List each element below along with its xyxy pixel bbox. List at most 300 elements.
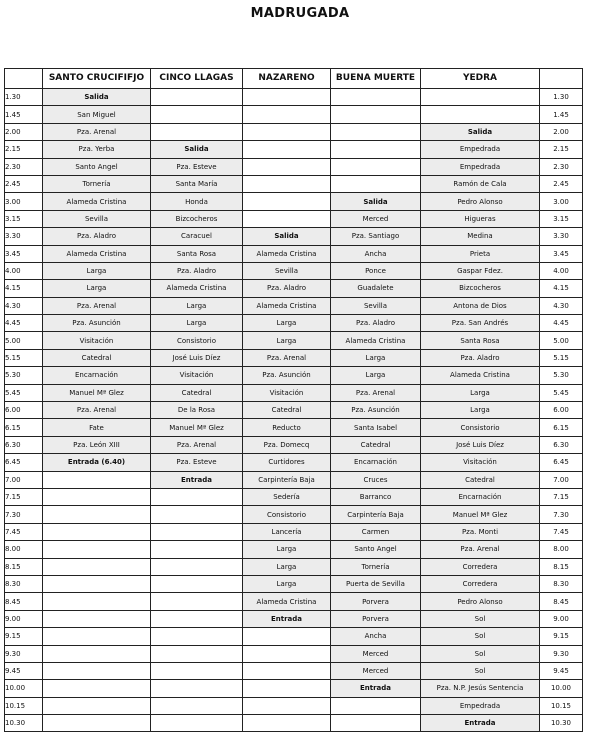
cell-nazareno: Alameda Cristina: [243, 297, 331, 314]
table-row: [5, 419, 583, 436]
time-cell-left: 5.30: [5, 367, 43, 384]
cell-buena-muerte: Entrada: [331, 680, 421, 697]
cell-santo-crucifijo: [43, 715, 151, 732]
cell-santo-crucifijo: Fate: [43, 419, 151, 436]
time-cell-right: 10.00: [540, 680, 583, 697]
cell-santo-crucifijo: Salida: [43, 89, 151, 106]
time-cell-left: 7.45: [5, 523, 43, 540]
cell-buena-muerte: Merced: [331, 662, 421, 679]
cell-buena-muerte: Porvera: [331, 593, 421, 610]
time-cell-right: 6.45: [540, 454, 583, 471]
cell-santo-crucifijo: Pza. Yerba: [43, 141, 151, 158]
cell-yedra: Visitación: [421, 454, 540, 471]
cell-cinco-llagas: [151, 506, 243, 523]
page-title: MADRUGADA: [250, 6, 350, 21]
cell-yedra: Prieta: [421, 245, 540, 262]
cell-cinco-llagas: Santa Rosa: [151, 245, 243, 262]
table-row: [5, 558, 583, 575]
cell-cinco-llagas: Catedral: [151, 384, 243, 401]
table-row: [5, 193, 583, 210]
time-cell-right: 5.45: [540, 384, 583, 401]
cell-yedra: Consistorio: [421, 419, 540, 436]
cell-santo-crucifijo: Alameda Cristina: [43, 193, 151, 210]
cell-santo-crucifijo: [43, 575, 151, 592]
table-row: [5, 210, 583, 227]
cell-buena-muerte: [331, 697, 421, 714]
cell-cinco-llagas: [151, 628, 243, 645]
cell-buena-muerte: Carpintería Baja: [331, 506, 421, 523]
cell-cinco-llagas: [151, 662, 243, 679]
cell-yedra: Alameda Cristina: [421, 367, 540, 384]
cell-nazareno: [243, 158, 331, 175]
cell-buena-muerte: Barranco: [331, 488, 421, 505]
cell-buena-muerte: [331, 89, 421, 106]
time-cell-right: 10.15: [540, 697, 583, 714]
time-cell-right: 3.00: [540, 193, 583, 210]
cell-nazareno: Sedería: [243, 488, 331, 505]
cell-buena-muerte: Larga: [331, 349, 421, 366]
cell-santo-crucifijo: Larga: [43, 280, 151, 297]
table-row: [5, 715, 583, 732]
time-cell-left: 7.00: [5, 471, 43, 488]
table-row: [5, 436, 583, 453]
cell-yedra: Pza. San Andrés: [421, 315, 540, 332]
time-cell-left: 6.30: [5, 436, 43, 453]
time-cell-left: 8.00: [5, 541, 43, 558]
cell-cinco-llagas: [151, 680, 243, 697]
cell-buena-muerte: Guadalete: [331, 280, 421, 297]
cell-yedra: Pza. Monti: [421, 523, 540, 540]
cell-santo-crucifijo: [43, 628, 151, 645]
cell-nazareno: [243, 680, 331, 697]
cell-santo-crucifijo: Tornería: [43, 175, 151, 192]
cell-yedra: Manuel Mª Glez: [421, 506, 540, 523]
cell-nazareno: Pza. Asunción: [243, 367, 331, 384]
time-cell-right: 1.45: [540, 106, 583, 123]
time-cell-right: 5.15: [540, 349, 583, 366]
header-col-santo-crucifijo: SANTO CRUCIFIFJO: [43, 69, 151, 89]
cell-yedra: Catedral: [421, 471, 540, 488]
time-cell-left: 3.00: [5, 193, 43, 210]
cell-santo-crucifijo: Pza. Asunción: [43, 315, 151, 332]
cell-nazareno: [243, 175, 331, 192]
cell-buena-muerte: Encarnación: [331, 454, 421, 471]
time-cell-right: 6.15: [540, 419, 583, 436]
time-cell-left: 10.15: [5, 697, 43, 714]
cell-buena-muerte: [331, 715, 421, 732]
cell-yedra: Salida: [421, 123, 540, 140]
cell-yedra: Corredera: [421, 558, 540, 575]
cell-cinco-llagas: Larga: [151, 297, 243, 314]
cell-nazareno: [243, 628, 331, 645]
cell-buena-muerte: Porvera: [331, 610, 421, 627]
cell-buena-muerte: Puerta de Sevilla: [331, 575, 421, 592]
cell-nazareno: [243, 210, 331, 227]
table-row: [5, 280, 583, 297]
time-cell-left: 4.30: [5, 297, 43, 314]
cell-yedra: Empedrada: [421, 158, 540, 175]
cell-cinco-llagas: Consistorio: [151, 332, 243, 349]
time-cell-right: 2.00: [540, 123, 583, 140]
cell-santo-crucifijo: Visitación: [43, 332, 151, 349]
cell-nazareno: Consistorio: [243, 506, 331, 523]
cell-yedra: Higueras: [421, 210, 540, 227]
table-row: [5, 697, 583, 714]
header-time-left: [5, 69, 43, 89]
time-cell-left: 8.45: [5, 593, 43, 610]
header-col-buena-muerte: BUENA MUERTE: [331, 69, 421, 89]
time-cell-left: 5.00: [5, 332, 43, 349]
cell-cinco-llagas: [151, 575, 243, 592]
cell-cinco-llagas: [151, 89, 243, 106]
cell-yedra: Medina: [421, 228, 540, 245]
time-cell-right: 4.00: [540, 262, 583, 279]
cell-buena-muerte: Ancha: [331, 245, 421, 262]
cell-santo-crucifijo: [43, 506, 151, 523]
cell-santo-crucifijo: Manuel Mª Glez: [43, 384, 151, 401]
time-cell-left: 6.00: [5, 402, 43, 419]
table-row: [5, 575, 583, 592]
cell-santo-crucifijo: Pza. Arenal: [43, 402, 151, 419]
table-row: [5, 628, 583, 645]
cell-buena-muerte: Merced: [331, 645, 421, 662]
table-row: [5, 523, 583, 540]
time-cell-left: 10.00: [5, 680, 43, 697]
cell-buena-muerte: Santa Isabel: [331, 419, 421, 436]
cell-cinco-llagas: [151, 523, 243, 540]
cell-santo-crucifijo: Alameda Cristina: [43, 245, 151, 262]
cell-buena-muerte: Pza. Aladro: [331, 315, 421, 332]
cell-cinco-llagas: [151, 593, 243, 610]
cell-yedra: Sol: [421, 662, 540, 679]
cell-cinco-llagas: Pza. Esteve: [151, 158, 243, 175]
cell-nazareno: Alameda Cristina: [243, 593, 331, 610]
time-cell-left: 3.15: [5, 210, 43, 227]
cell-buena-muerte: Pza. Arenal: [331, 384, 421, 401]
cell-nazareno: Pza. Aladro: [243, 280, 331, 297]
time-cell-right: 6.30: [540, 436, 583, 453]
table-row: [5, 297, 583, 314]
cell-cinco-llagas: [151, 488, 243, 505]
cell-buena-muerte: Larga: [331, 367, 421, 384]
table-row: [5, 245, 583, 262]
time-cell-left: 4.45: [5, 315, 43, 332]
cell-nazareno: Alameda Cristina: [243, 245, 331, 262]
time-cell-left: 6.15: [5, 419, 43, 436]
cell-nazareno: Larga: [243, 575, 331, 592]
time-cell-right: 9.15: [540, 628, 583, 645]
table-row: [5, 367, 583, 384]
cell-yedra: Ramón de Cala: [421, 175, 540, 192]
time-cell-left: 9.45: [5, 662, 43, 679]
cell-yedra: Pedro Alonso: [421, 593, 540, 610]
table-row: [5, 680, 583, 697]
table-row: [5, 89, 583, 106]
cell-buena-muerte: [331, 141, 421, 158]
time-cell-left: 7.15: [5, 488, 43, 505]
cell-yedra: Sol: [421, 645, 540, 662]
time-cell-left: 1.30: [5, 89, 43, 106]
cell-santo-crucifijo: Pza. Aladro: [43, 228, 151, 245]
cell-yedra: Encarnación: [421, 488, 540, 505]
time-cell-left: 3.45: [5, 245, 43, 262]
cell-cinco-llagas: De la Rosa: [151, 402, 243, 419]
cell-cinco-llagas: Santa María: [151, 175, 243, 192]
header-col-nazareno: NAZARENO: [243, 69, 331, 89]
table-row: [5, 488, 583, 505]
cell-nazareno: Lancería: [243, 523, 331, 540]
cell-cinco-llagas: [151, 123, 243, 140]
header-col-yedra: YEDRA: [421, 69, 540, 89]
cell-nazareno: Sevilla: [243, 262, 331, 279]
table-row: [5, 645, 583, 662]
time-cell-right: 3.15: [540, 210, 583, 227]
cell-santo-crucifijo: [43, 523, 151, 540]
cell-buena-muerte: [331, 175, 421, 192]
cell-santo-crucifijo: Sevilla: [43, 210, 151, 227]
cell-yedra: [421, 89, 540, 106]
cell-cinco-llagas: [151, 558, 243, 575]
cell-yedra: Pza. Aladro: [421, 349, 540, 366]
cell-buena-muerte: Santo Angel: [331, 541, 421, 558]
time-cell-right: 3.45: [540, 245, 583, 262]
cell-cinco-llagas: Alameda Cristina: [151, 280, 243, 297]
cell-cinco-llagas: Salida: [151, 141, 243, 158]
time-cell-right: 2.15: [540, 141, 583, 158]
table-row: [5, 175, 583, 192]
table-row: [5, 315, 583, 332]
cell-cinco-llagas: Entrada: [151, 471, 243, 488]
time-cell-left: 9.15: [5, 628, 43, 645]
cell-cinco-llagas: [151, 645, 243, 662]
cell-santo-crucifijo: Entrada (6.40): [43, 454, 151, 471]
table-row: [5, 349, 583, 366]
table-row: [5, 541, 583, 558]
cell-nazareno: Larga: [243, 332, 331, 349]
cell-yedra: Entrada: [421, 715, 540, 732]
time-cell-right: 4.15: [540, 280, 583, 297]
cell-yedra: José Luis Díez: [421, 436, 540, 453]
cell-santo-crucifijo: [43, 558, 151, 575]
cell-buena-muerte: Salida: [331, 193, 421, 210]
cell-yedra: Sol: [421, 628, 540, 645]
cell-nazareno: Larga: [243, 541, 331, 558]
header-col-cinco-llagas: CINCO LLAGAS: [151, 69, 243, 89]
cell-buena-muerte: Pza. Asunción: [331, 402, 421, 419]
cell-buena-muerte: Ancha: [331, 628, 421, 645]
time-cell-right: 9.00: [540, 610, 583, 627]
header-time-right: [540, 69, 583, 89]
time-cell-right: 2.30: [540, 158, 583, 175]
table-row: [5, 141, 583, 158]
cell-nazareno: Curtidores: [243, 454, 331, 471]
time-cell-right: 9.45: [540, 662, 583, 679]
cell-cinco-llagas: [151, 715, 243, 732]
cell-cinco-llagas: [151, 610, 243, 627]
time-cell-left: 9.30: [5, 645, 43, 662]
cell-santo-crucifijo: Catedral: [43, 349, 151, 366]
table-row: [5, 158, 583, 175]
cell-cinco-llagas: [151, 106, 243, 123]
cell-buena-muerte: [331, 106, 421, 123]
cell-buena-muerte: Pza. Santiago: [331, 228, 421, 245]
cell-yedra: Santa Rosa: [421, 332, 540, 349]
cell-buena-muerte: Merced: [331, 210, 421, 227]
cell-buena-muerte: Carmen: [331, 523, 421, 540]
table-row: [5, 228, 583, 245]
schedule-table: [4, 68, 583, 732]
cell-cinco-llagas: [151, 541, 243, 558]
cell-nazareno: Salida: [243, 228, 331, 245]
time-cell-right: 9.30: [540, 645, 583, 662]
time-cell-right: 5.30: [540, 367, 583, 384]
cell-cinco-llagas: Larga: [151, 315, 243, 332]
table-row: [5, 506, 583, 523]
cell-nazareno: [243, 645, 331, 662]
table-row: [5, 662, 583, 679]
time-cell-right: 7.30: [540, 506, 583, 523]
time-cell-right: 8.45: [540, 593, 583, 610]
time-cell-left: 4.00: [5, 262, 43, 279]
time-cell-left: 6.45: [5, 454, 43, 471]
cell-santo-crucifijo: Encarnación: [43, 367, 151, 384]
cell-buena-muerte: Catedral: [331, 436, 421, 453]
table-row: [5, 610, 583, 627]
cell-santo-crucifijo: San Miguel: [43, 106, 151, 123]
cell-nazareno: Reducto: [243, 419, 331, 436]
cell-nazareno: [243, 89, 331, 106]
time-cell-left: 10.30: [5, 715, 43, 732]
cell-buena-muerte: Tornería: [331, 558, 421, 575]
header-row: [5, 69, 583, 89]
cell-cinco-llagas: Honda: [151, 193, 243, 210]
cell-nazareno: Catedral: [243, 402, 331, 419]
time-cell-left: 2.30: [5, 158, 43, 175]
time-cell-left: 7.30: [5, 506, 43, 523]
cell-santo-crucifijo: [43, 541, 151, 558]
cell-cinco-llagas: Pza. Arenal: [151, 436, 243, 453]
table-row: [5, 454, 583, 471]
table-row: [5, 402, 583, 419]
cell-santo-crucifijo: Pza. Arenal: [43, 297, 151, 314]
cell-cinco-llagas: Manuel Mª Glez: [151, 419, 243, 436]
cell-nazareno: [243, 193, 331, 210]
time-cell-left: 8.30: [5, 575, 43, 592]
time-cell-right: 4.30: [540, 297, 583, 314]
time-cell-left: 2.15: [5, 141, 43, 158]
cell-buena-muerte: Alameda Cristina: [331, 332, 421, 349]
time-cell-left: 5.15: [5, 349, 43, 366]
cell-santo-crucifijo: Larga: [43, 262, 151, 279]
cell-santo-crucifijo: [43, 593, 151, 610]
time-cell-right: 3.30: [540, 228, 583, 245]
time-cell-right: 2.45: [540, 175, 583, 192]
cell-santo-crucifijo: [43, 662, 151, 679]
cell-buena-muerte: [331, 158, 421, 175]
table-row: [5, 106, 583, 123]
cell-nazareno: Visitación: [243, 384, 331, 401]
cell-nazareno: Entrada: [243, 610, 331, 627]
cell-nazareno: Larga: [243, 558, 331, 575]
cell-nazareno: [243, 106, 331, 123]
table-row: [5, 332, 583, 349]
cell-nazareno: [243, 697, 331, 714]
cell-cinco-llagas: [151, 697, 243, 714]
cell-santo-crucifijo: [43, 488, 151, 505]
cell-santo-crucifijo: Pza. León XIII: [43, 436, 151, 453]
cell-buena-muerte: Ponce: [331, 262, 421, 279]
cell-cinco-llagas: Bizcocheros: [151, 210, 243, 227]
time-cell-left: 2.00: [5, 123, 43, 140]
cell-santo-crucifijo: [43, 680, 151, 697]
time-cell-left: 4.15: [5, 280, 43, 297]
cell-nazareno: Carpintería Baja: [243, 471, 331, 488]
cell-yedra: Sol: [421, 610, 540, 627]
time-cell-right: 5.00: [540, 332, 583, 349]
time-cell-left: 9.00: [5, 610, 43, 627]
time-cell-right: 8.30: [540, 575, 583, 592]
cell-nazareno: [243, 141, 331, 158]
cell-yedra: [421, 106, 540, 123]
cell-yedra: Empedrada: [421, 141, 540, 158]
cell-yedra: Empedrada: [421, 697, 540, 714]
table-row: [5, 262, 583, 279]
time-cell-left: 3.30: [5, 228, 43, 245]
time-cell-left: 5.45: [5, 384, 43, 401]
table-row: [5, 471, 583, 488]
table-row: [5, 123, 583, 140]
cell-santo-crucifijo: [43, 610, 151, 627]
cell-yedra: Pedro Alonso: [421, 193, 540, 210]
cell-yedra: Larga: [421, 402, 540, 419]
cell-cinco-llagas: Pza. Esteve: [151, 454, 243, 471]
time-cell-right: 8.15: [540, 558, 583, 575]
time-cell-right: 7.45: [540, 523, 583, 540]
cell-cinco-llagas: Pza. Aladro: [151, 262, 243, 279]
cell-buena-muerte: Sevilla: [331, 297, 421, 314]
time-cell-right: 10.30: [540, 715, 583, 732]
time-cell-right: 8.00: [540, 541, 583, 558]
cell-santo-crucifijo: [43, 697, 151, 714]
time-cell-left: 2.45: [5, 175, 43, 192]
cell-santo-crucifijo: [43, 471, 151, 488]
cell-buena-muerte: Cruces: [331, 471, 421, 488]
time-cell-right: 4.45: [540, 315, 583, 332]
cell-yedra: Bizcocheros: [421, 280, 540, 297]
cell-nazareno: [243, 662, 331, 679]
time-cell-right: 7.00: [540, 471, 583, 488]
table-row: [5, 384, 583, 401]
cell-yedra: Larga: [421, 384, 540, 401]
time-cell-right: 6.00: [540, 402, 583, 419]
table-row: [5, 593, 583, 610]
cell-yedra: Gaspar Fdez.: [421, 262, 540, 279]
cell-yedra: Pza. Arenal: [421, 541, 540, 558]
cell-santo-crucifijo: Pza. Arenal: [43, 123, 151, 140]
cell-nazareno: [243, 123, 331, 140]
cell-nazareno: Larga: [243, 315, 331, 332]
cell-cinco-llagas: José Luis Díez: [151, 349, 243, 366]
cell-yedra: Pza. N.P. Jesús Sentencia: [421, 680, 540, 697]
cell-buena-muerte: [331, 123, 421, 140]
cell-nazareno: Pza. Arenal: [243, 349, 331, 366]
time-cell-left: 8.15: [5, 558, 43, 575]
cell-nazareno: Pza. Domecq: [243, 436, 331, 453]
time-cell-right: 1.30: [540, 89, 583, 106]
cell-santo-crucifijo: [43, 645, 151, 662]
cell-yedra: Antona de Dios: [421, 297, 540, 314]
cell-cinco-llagas: Visitación: [151, 367, 243, 384]
